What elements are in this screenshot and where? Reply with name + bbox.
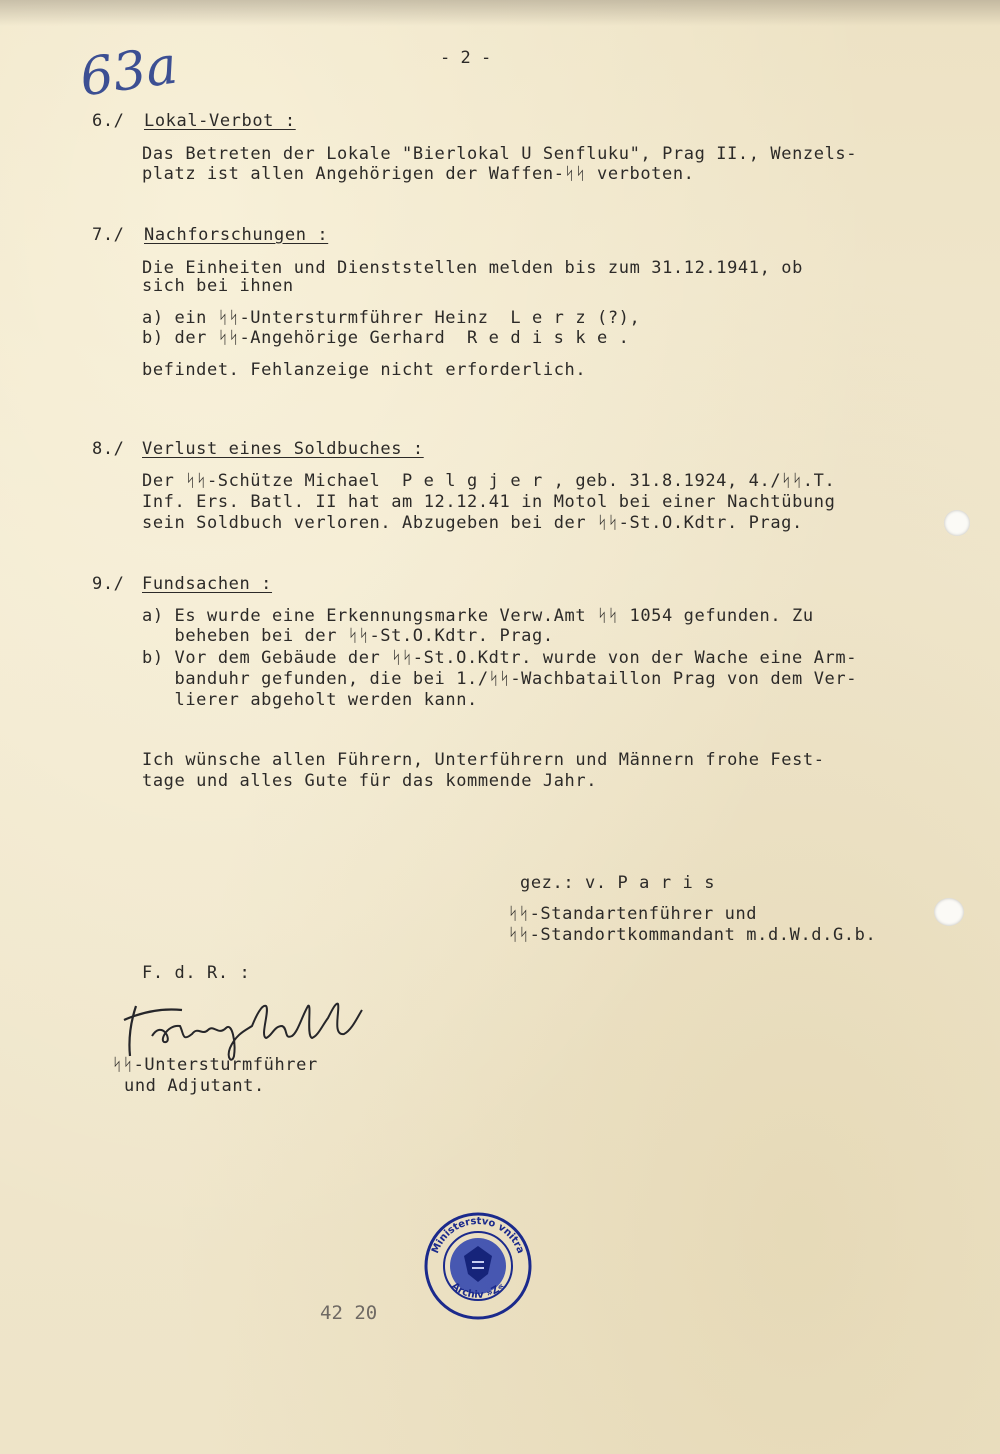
signed-by: gez.: v. P a r i s	[520, 873, 716, 893]
punch-hole	[944, 510, 970, 536]
closing-line: tage und alles Gute für das kommende Jahr.	[142, 771, 598, 791]
section-9-heading: Fundsachen :	[142, 574, 273, 594]
svg-text:Archiv »Z«: Archiv »Z«	[449, 1280, 507, 1301]
section-9-item-b-cont: lierer abgeholt werden kann.	[142, 690, 478, 710]
page-number: - 2 -	[440, 48, 492, 68]
fdr-title: und Adjutant.	[124, 1076, 265, 1096]
closing-line: Ich wünsche allen Führern, Unterführern und Männern frohe Fest-	[142, 750, 825, 770]
section-6-number: 6./	[92, 111, 125, 131]
section-8-line: Der ᛋᛋ-Schütze Michael P e l g j e r , geb. 31.8.1924, 4./ᛋᛋ.T.	[142, 471, 836, 491]
section-8-line: Inf. Ers. Batl. II hat am 12.12.41 in Motol bei einer Nachtübung	[142, 492, 836, 512]
section-8-heading: Verlust eines Soldbuches :	[142, 439, 424, 459]
section-7-number: 7./	[92, 225, 125, 245]
archive-number: 42 20	[320, 1302, 378, 1324]
fdr-rank: ᛋᛋ-Untersturmführer	[112, 1055, 318, 1075]
section-7-heading: Nachforschungen :	[144, 225, 329, 245]
section-9-item-b: b) Vor dem Gebäude der ᛋᛋ-St.O.Kdtr. wurde von der Wache eine Arm-	[142, 648, 858, 668]
section-8-line: sein Soldbuch verloren. Abzugeben bei der ᛋᛋ-St.O.Kdtr. Prag.	[142, 513, 803, 533]
paper-top-edge	[0, 0, 1000, 26]
section-8-number: 8./	[92, 439, 125, 459]
fdr-label: F. d. R. :	[142, 963, 251, 983]
section-6-line: Das Betreten der Lokale "Bierlokal U Senfluku", Prag II., Wenzels-	[142, 144, 858, 164]
section-6-heading: Lokal-Verbot :	[144, 111, 296, 131]
signer-title: ᛋᛋ-Standortkommandant m.d.W.d.G.b.	[508, 925, 877, 945]
section-9-number: 9./	[92, 574, 125, 594]
punch-hole	[934, 898, 964, 926]
section-9-item-a-cont: beheben bei der ᛋᛋ-St.O.Kdtr. Prag.	[142, 626, 554, 646]
section-7-line: befindet. Fehlanzeige nicht erforderlich.	[142, 360, 587, 380]
handwritten-archive-note: 63a	[76, 35, 181, 109]
section-7-item-b: b) der ᛋᛋ-Angehörige Gerhard R e d i s k e .	[142, 328, 630, 348]
section-6-line: platz ist allen Angehörigen der Waffen-ᛋᛋ verboten.	[142, 164, 695, 184]
section-7-item-a: a) ein ᛋᛋ-Untersturmführer Heinz L e r z (?),	[142, 308, 641, 328]
svg-text:Ministerstvo vnitra: Ministerstvo vnitra	[430, 1215, 526, 1256]
archive-stamp	[422, 1210, 534, 1322]
section-7-line: Die Einheiten und Dienststellen melden bis zum 31.12.1941, ob	[142, 258, 803, 278]
signer-rank: ᛋᛋ-Standartenführer und	[508, 904, 758, 924]
section-9-item-a: a) Es wurde eine Erkennungsmarke Verw.Amt ᛋᛋ 1054 gefunden. Zu	[142, 606, 814, 626]
section-7-line: sich bei ihnen	[142, 276, 294, 296]
section-9-item-b-cont: banduhr gefunden, die bei 1./ᛋᛋ-Wachbataillon Prag von dem Ver-	[142, 669, 858, 689]
